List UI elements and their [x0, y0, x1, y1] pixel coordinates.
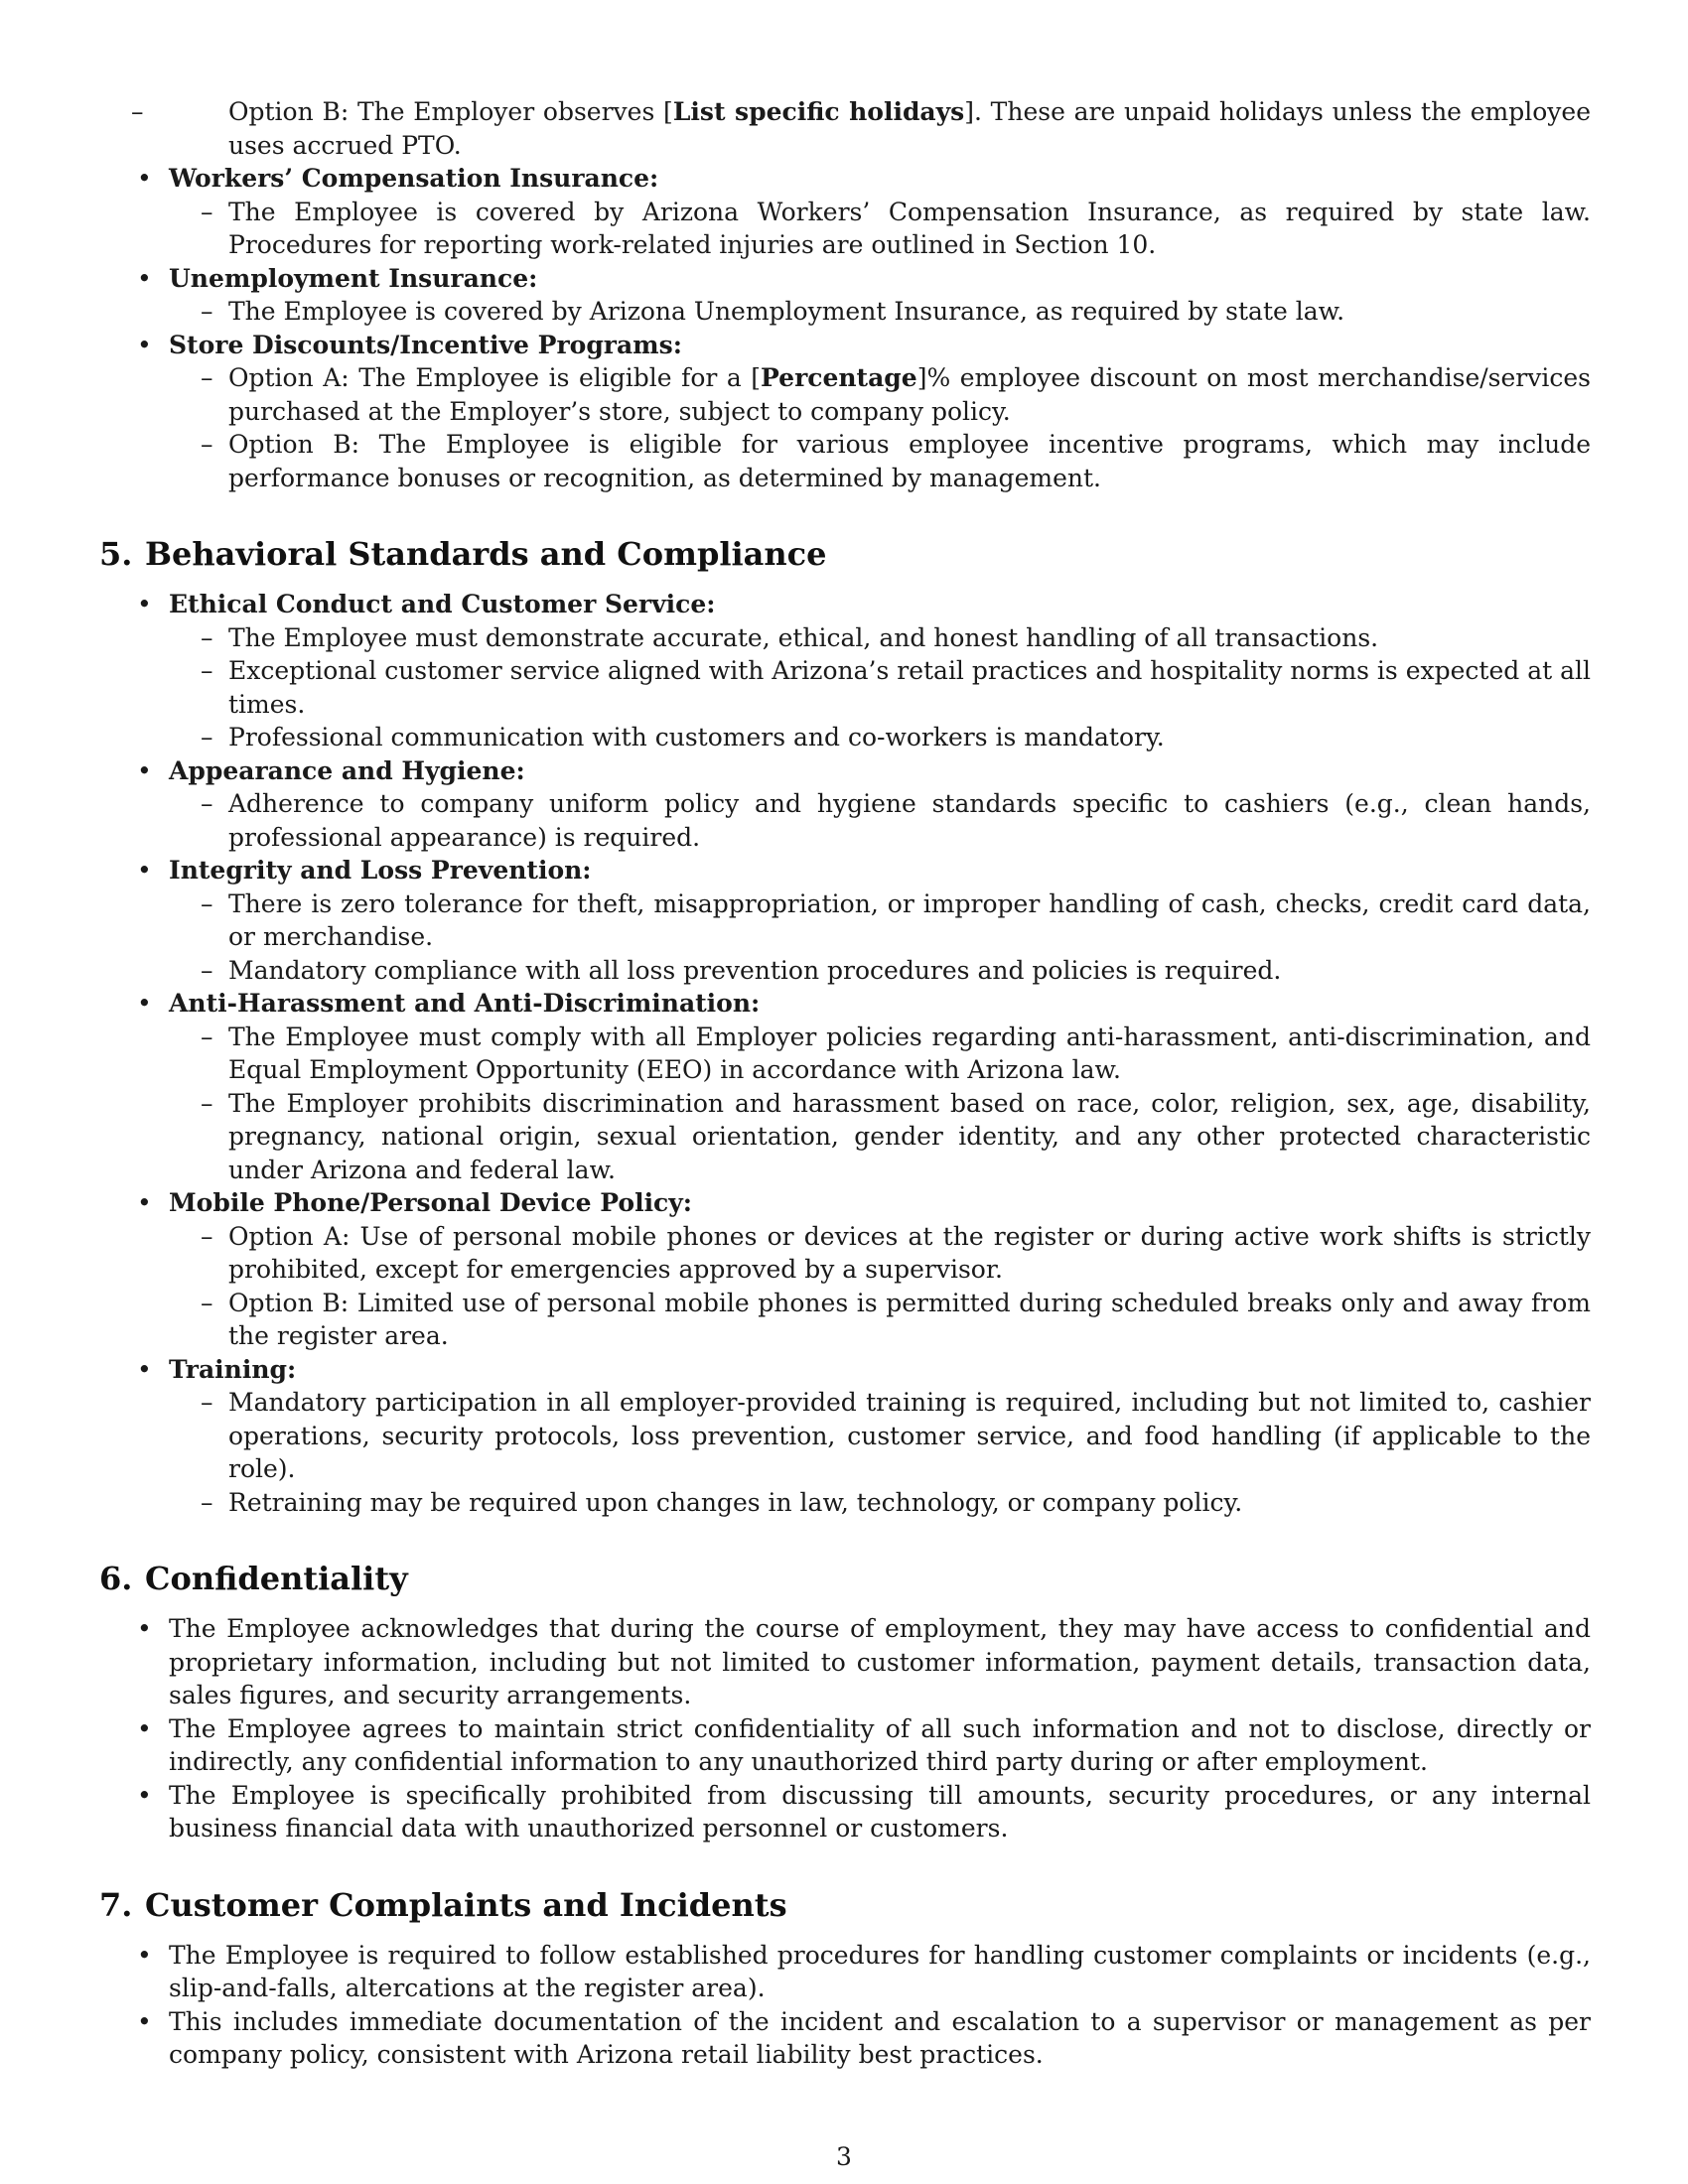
section-heading: 7. Customer Complaints and Incidents — [99, 1885, 787, 1924]
item-label: Store Discounts/Incentive Programs: — [169, 330, 682, 359]
section-heading: 6. Confidentiality — [99, 1560, 408, 1597]
list-item: – Adherence to company uniform policy and hygiene standards specific to cashiers (e.g., clean hands, professional appearance) is required. — [169, 787, 1591, 854]
list-item: – Option B: Limited use of personal mobile phones is permitted during scheduled breaks only and away from the register area. — [169, 1287, 1591, 1353]
list-item: – The Employee is covered by Arizona Unemployment Insurance, as required by state law. — [169, 295, 1591, 329]
list-item — [99, 329, 1591, 495]
list-item — [99, 754, 1591, 855]
item-label: Integrity and Loss Prevention: — [169, 856, 592, 885]
list-item: – The Employee is covered by Arizona Workers’ Compensation Insurance, as required by state law. Procedures for reporting work-related injuries are outlined in Section 10. — [169, 196, 1591, 262]
item-label: Mobile Phone/Personal Device Policy: — [169, 1188, 693, 1217]
list-item: – Exceptional customer service aligned with Arizona’s retail practices and hospitality norms is expected at all times. — [169, 654, 1591, 721]
item-label: Workers’ Compensation Insurance: — [169, 164, 659, 193]
list-item: • The Employee is specifically prohibited from discussing till amounts, security procedures, or any internal business financial data with unauthorized personnel or customers. — [99, 1779, 1591, 1845]
benefits-continuation — [99, 95, 1591, 494]
list-item: • The Employee is required to follow established procedures for handling customer complaints or incidents (e.g., slip-and-falls, altercations at the register area). — [99, 1939, 1591, 2005]
item-label: Appearance and Hygiene: — [169, 755, 525, 785]
list-item — [99, 162, 1591, 262]
list-item — [99, 1186, 1591, 1353]
page-number: 3 — [836, 2142, 852, 2171]
item-label: Training: — [169, 1354, 297, 1384]
section-customer-complaints — [99, 1885, 1591, 2072]
list-item: – The Employee must comply with all Employer policies regarding anti-harassment, anti-discrimination, and Equal Employment Opportunity (EEO) in accordance with Arizona law. — [169, 1021, 1591, 1087]
list-item — [99, 588, 1591, 754]
holiday-options-list — [99, 95, 1591, 162]
item-label: Ethical Conduct and Customer Service: — [169, 590, 716, 618]
list-item: – There is zero tolerance for theft, misappropriation, or improper handling of cash, checks, credit card data, or merchandise. — [169, 887, 1591, 954]
list-item: – The Employer prohibits discrimination and harassment based on race, color, religion, sex, age, disability, pregnancy, national origin, sexual orientation, gender identity, and any other protected characteristic under Arizona and federal law. — [169, 1087, 1591, 1187]
list-item — [99, 1353, 1591, 1520]
list-item — [99, 987, 1591, 1186]
benefits-list — [99, 162, 1591, 494]
list-item: – Option A: The Employee is eligible for a [Percentage]% employee discount on most merchandise/services purchased at the Employer’s store, subject to company policy. — [169, 361, 1591, 428]
section-heading: 5. Behavioral Standards and Compliance — [99, 535, 827, 573]
document-body — [99, 95, 1591, 2072]
list-item: • The Employee acknowledges that during the course of employment, they may have access to confidential and proprietary information, including but not limited to customer information, payment details, transaction data, sales figures, and security arrangements. — [99, 1612, 1591, 1712]
list-item: – Mandatory participation in all employer-provided training is required, including but not limited to, cashier operations, security protocols, loss prevention, customer service, and food handling (if applicable to the role). — [169, 1386, 1591, 1486]
item-label: Anti-Harassment and Anti-Discrimination: — [169, 989, 761, 1018]
list-item: – Mandatory compliance with all loss prevention procedures and policies is required. — [169, 954, 1591, 988]
list-item: – The Employee must demonstrate accurate, ethical, and honest handling of all transactions. — [169, 621, 1591, 655]
list-item — [99, 854, 1591, 987]
list-item: – Option B: The Employee is eligible for various employee incentive programs, which may include performance bonuses or recognition, as determined by management. — [169, 428, 1591, 494]
list-item: – Option B: The Employer observes [List specific holidays]. These are unpaid holidays unless the employee uses accrued PTO. — [99, 95, 1591, 162]
item-label: Unemployment Insurance: — [169, 263, 538, 293]
list-item: – Retraining may be required upon changes in law, technology, or company policy. — [169, 1486, 1591, 1520]
list-item: – Option A: Use of personal mobile phones or devices at the register or during active work shifts is strictly prohibited, except for emergencies approved by a supervisor. — [169, 1220, 1591, 1287]
list-item: • The Employee agrees to maintain strict confidentiality of all such information and not to disclose, directly or indirectly, any confidential information to any unauthorized third party during or after employment. — [99, 1712, 1591, 1779]
list-item: • This includes immediate documentation of the incident and escalation to a supervisor or management as per company policy, consistent with Arizona retail liability best practices. — [99, 2005, 1591, 2072]
list-item — [99, 262, 1591, 329]
list-item: – Professional communication with customers and co-workers is mandatory. — [169, 721, 1591, 754]
section-behavioral-standards — [99, 534, 1591, 1519]
section-confidentiality — [99, 1559, 1591, 1845]
